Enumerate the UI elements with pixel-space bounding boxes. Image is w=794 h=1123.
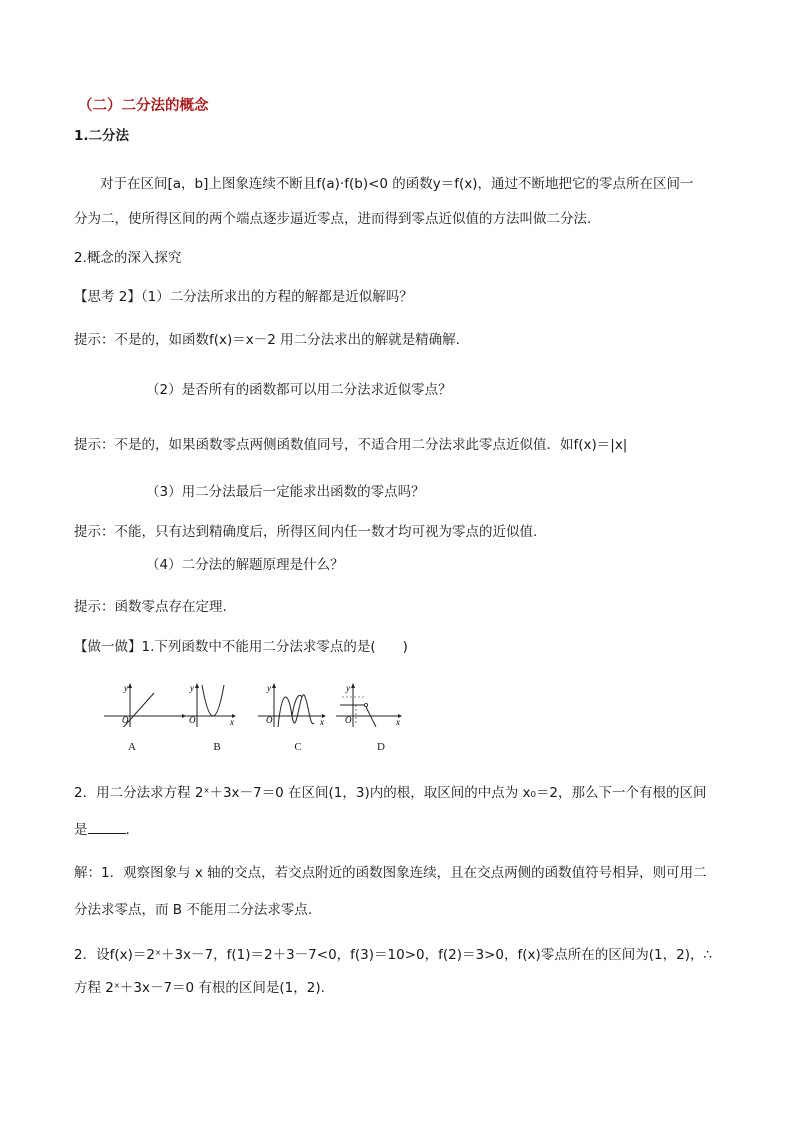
exercise-question-2-line-1: 2．用二分法求方程 2ˣ＋3x－7＝0 在区间(1，3)内的根，取区间的中点为 x₀＝2，那么下一个有根的区间 <box>74 785 707 801</box>
graph-c-label: C <box>294 741 302 753</box>
solution-1-line-2: 分法求零点，而 B 不能用二分法求零点. <box>74 902 313 918</box>
graph-c-origin: O <box>266 715 273 725</box>
graph-d <box>336 683 418 727</box>
exercise-question-2-prefix: 是 <box>74 822 88 838</box>
think-question-2: （2）是否所有的函数都可以用二分法求近似零点？ <box>146 382 452 398</box>
exercise-question-1: 【做一做】1.下列函数中不能用二分法求零点的是( ) <box>74 639 408 655</box>
subtitle-bisection: 1.二分法 <box>74 128 130 144</box>
subtitle-deep-explore: 2.概念的深入探究 <box>74 250 182 266</box>
graph-b-label: B <box>213 741 221 753</box>
graph-b-x-label: x <box>230 717 234 727</box>
think-answer-1: 提示：不是的，如函数f(x)＝x－2 用二分法求出的解就是精确解. <box>74 332 460 348</box>
graph-a <box>104 683 186 727</box>
think-answer-3: 提示：不能，只有达到精确度后，所得区间内任一数才均可视为零点的近似值. <box>74 524 538 540</box>
section-title: （二）二分法的概念 <box>78 98 209 114</box>
think-answer-4: 提示：函数零点存在定理. <box>74 599 227 615</box>
solution-1-line-1: 解：1．观察图象与 x 轴的交点，若交点附近的函数图象连续，且在交点两侧的函数值符号相异，则可用二 <box>74 865 707 881</box>
graph-c <box>258 683 340 727</box>
graph-a-y-label: y <box>124 683 128 693</box>
solution-2-line-1: 2．设f(x)＝2ˣ＋3x－7，f(1)＝2＋3－7<0，f(3)＝10>0，f(2)＝3>0，f(x)零点所在的区间为(1，2)，∴ <box>74 947 713 963</box>
think-question-1: 【思考 2】（1）二分法所求出的方程的解都是近似解吗？ <box>74 289 413 305</box>
graph-d-label: D <box>377 741 385 753</box>
think-question-3: （3）用二分法最后一定能求出函数的零点吗？ <box>146 484 425 500</box>
graph-c-y-label: y <box>267 683 271 693</box>
graph-b <box>180 683 262 727</box>
graph-b-y-label: y <box>190 683 194 693</box>
answer-blank <box>88 820 126 834</box>
definition-line-1: 对于在区间[a，b]上图象连续不断且f(a)·f(b)<0 的函数y＝f(x)，通过不断地把它的零点所在区间一 <box>100 176 694 192</box>
graph-a-origin: O <box>122 715 129 725</box>
exercise-question-2-line-2: 是 . <box>74 822 130 838</box>
graph-d-y-label: y <box>346 683 350 693</box>
graph-d-x-label: x <box>396 717 400 727</box>
definition-line-2: 分为二，使所得区间的两个端点逐步逼近零点，进而得到零点近似值的方法叫做二分法. <box>74 211 592 227</box>
graph-d-origin: O <box>345 715 352 725</box>
think-answer-2: 提示：不是的，如果函数零点两侧函数值同号，不适合用二分法求此零点近似值．如f(x)＝|x| <box>74 437 628 453</box>
solution-2-line-2: 方程 2ˣ＋3x－7＝0 有根的区间是(1，2). <box>74 980 325 996</box>
graph-c-x-label: x <box>320 717 324 727</box>
graph-a-label: A <box>128 741 136 753</box>
think-question-4: （4）二分法的解题原理是什么？ <box>146 557 344 573</box>
graph-b-origin: O <box>189 715 196 725</box>
